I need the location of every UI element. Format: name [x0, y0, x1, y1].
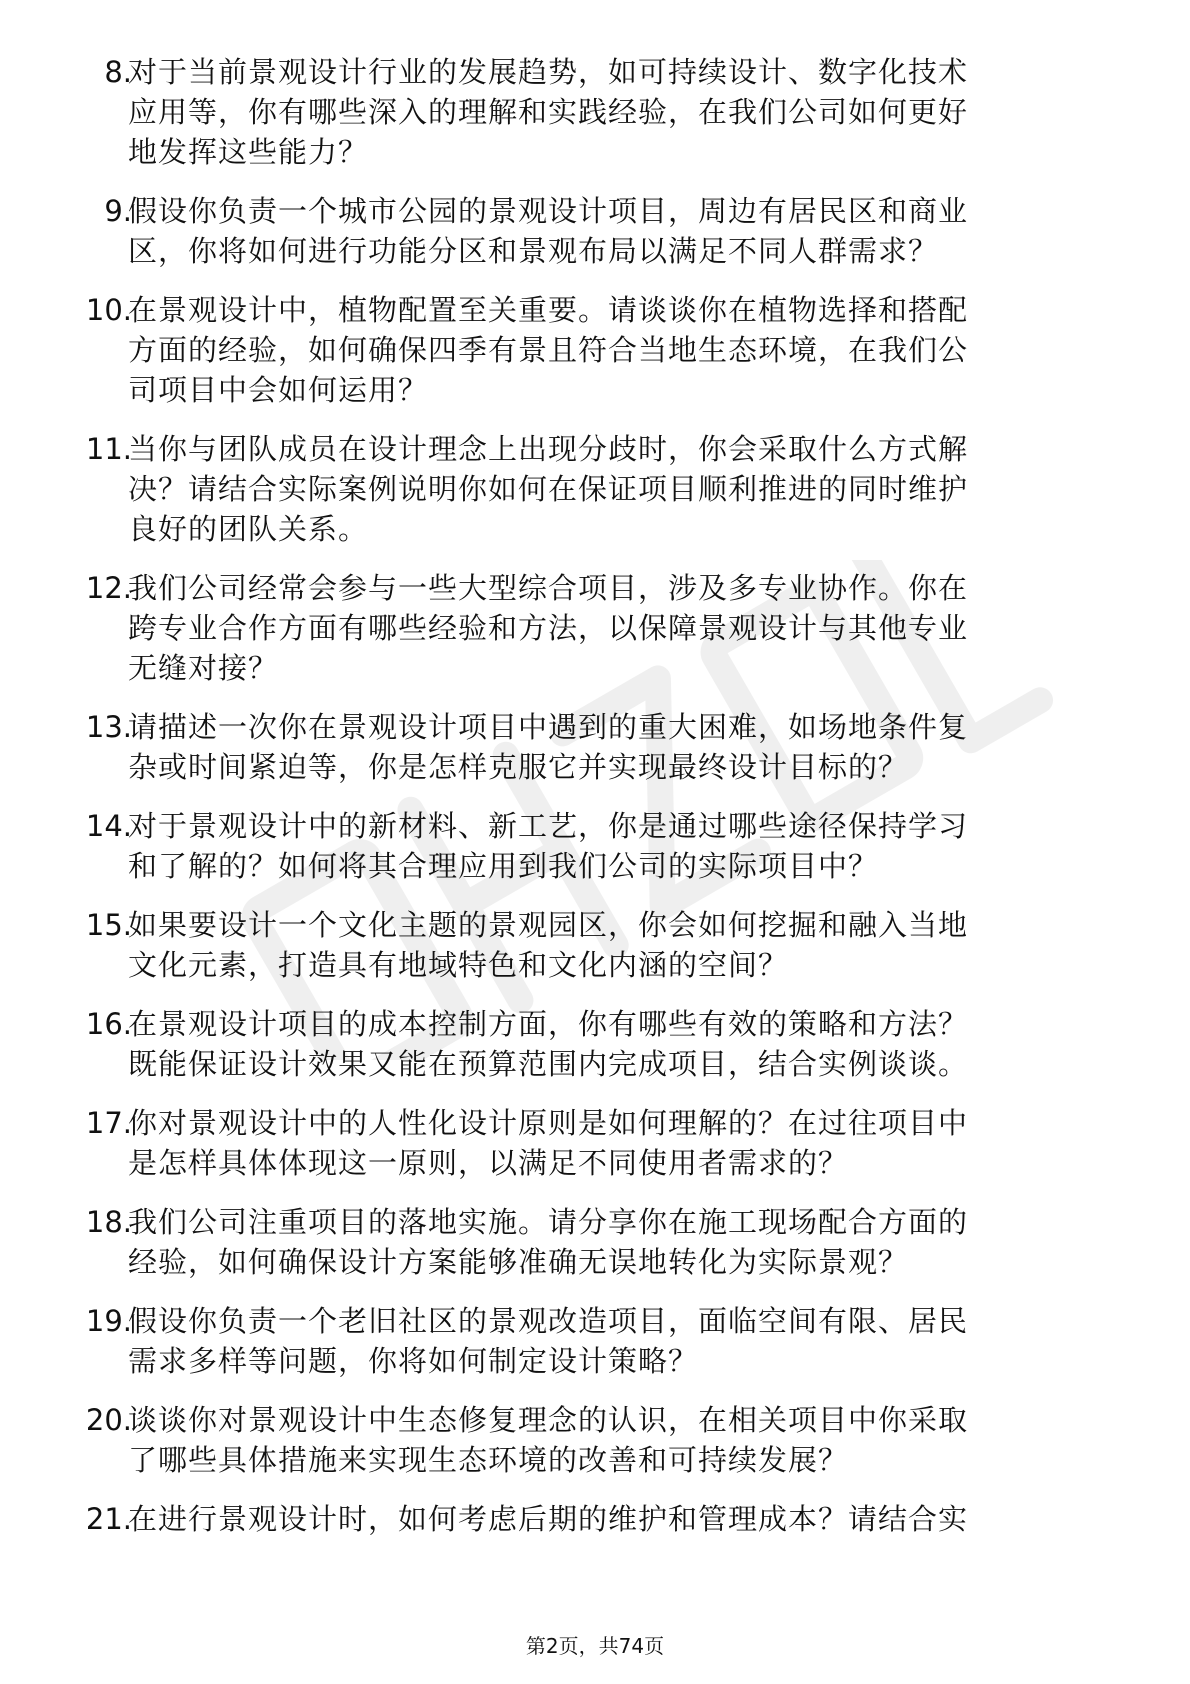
question-number: 16.	[85, 1007, 132, 1041]
question-line: 区，你将如何进行功能分区和景观布局以满足不同人群需求？	[128, 234, 939, 268]
question-line: 你对景观设计中的人性化设计原则是如何理解的？在过往项目中	[128, 1106, 969, 1140]
question-line: 杂或时间紧迫等，你是怎样克服它并实现最终设计目标的？	[128, 750, 909, 784]
question-line: 地发挥这些能力？	[128, 135, 369, 169]
question-item	[0, 429, 1190, 549]
question-number: 13.	[85, 710, 132, 744]
question-text	[128, 707, 1118, 787]
question-item	[0, 290, 1190, 410]
question-item	[0, 52, 1190, 172]
question-text	[128, 1103, 1118, 1183]
question-text	[128, 905, 1118, 985]
question-line: 是怎样具体体现这一原则，以满足不同使用者需求的？	[128, 1146, 849, 1180]
question-item	[0, 1301, 1190, 1381]
question-number: 15.	[85, 908, 132, 942]
question-line: 应用等，你有哪些深入的理解和实践经验，在我们公司如何更好	[128, 95, 969, 129]
question-line: 对于景观设计中的新材料、新工艺，你是通过哪些途径保持学习	[128, 809, 969, 843]
question-line: 当你与团队成员在设计理念上出现分歧时，你会采取什么方式解	[128, 432, 969, 466]
question-item	[0, 1004, 1190, 1084]
question-text	[128, 568, 1118, 688]
question-number: 18.	[85, 1205, 132, 1239]
question-text	[128, 1004, 1118, 1084]
question-line: 经验，如何确保设计方案能够准确无误地转化为实际景观？	[128, 1245, 909, 1279]
question-item	[0, 1202, 1190, 1282]
question-number: 20.	[85, 1403, 132, 1437]
question-line: 和了解的？如何将其合理应用到我们公司的实际项目中？	[128, 849, 879, 883]
question-text	[128, 191, 1118, 271]
question-number: 19.	[85, 1304, 132, 1338]
question-line: 需求多样等问题，你将如何制定设计策略？	[128, 1344, 699, 1378]
question-text	[128, 806, 1118, 886]
question-number: 17.	[85, 1106, 132, 1140]
question-number: 10.	[85, 293, 132, 327]
question-line: 我们公司经常会参与一些大型综合项目，涉及多专业协作。你在	[128, 571, 969, 605]
question-line: 假设你负责一个城市公园的景观设计项目，周边有居民区和商业	[128, 194, 969, 228]
question-number: 9.	[104, 194, 132, 228]
question-line: 如果要设计一个文化主题的景观园区，你会如何挖掘和融入当地	[128, 908, 969, 942]
question-text	[128, 429, 1118, 549]
question-number: 21.	[85, 1502, 132, 1536]
question-item	[0, 1499, 1190, 1539]
question-line: 了哪些具体措施来实现生态环境的改善和可持续发展？	[128, 1443, 849, 1477]
question-number: 8.	[104, 55, 132, 89]
question-line: 方面的经验，如何确保四季有景且符合当地生态环境，在我们公	[128, 333, 969, 367]
question-item	[0, 1103, 1190, 1183]
question-line: 既能保证设计效果又能在预算范围内完成项目，结合实例谈谈。	[128, 1047, 969, 1081]
question-line: 假设你负责一个老旧社区的景观改造项目，面临空间有限、居民	[128, 1304, 969, 1338]
question-line: 决？请结合实际案例说明你如何在保证项目顺利推进的同时维护	[128, 472, 969, 506]
question-line: 在进行景观设计时，如何考虑后期的维护和管理成本？请结合实	[128, 1502, 969, 1536]
question-text	[128, 1400, 1118, 1480]
question-line: 文化元素，打造具有地域特色和文化内涵的空间？	[128, 948, 789, 982]
question-number: 11.	[85, 432, 132, 466]
question-line: 请描述一次你在景观设计项目中遇到的重大困难，如场地条件复	[128, 710, 969, 744]
question-item	[0, 707, 1190, 787]
question-line: 在景观设计中，植物配置至关重要。请谈谈你在植物选择和搭配	[128, 293, 969, 327]
question-text	[128, 1499, 1118, 1539]
question-list	[0, 52, 1190, 1558]
question-text	[128, 290, 1118, 410]
question-text	[128, 52, 1118, 172]
page-number: 第2页，共74页	[525, 1634, 665, 1658]
question-line: 无缝对接？	[128, 651, 279, 685]
question-line: 良好的团队关系。	[128, 512, 369, 546]
question-item	[0, 191, 1190, 271]
question-line: 跨专业合作方面有哪些经验和方法，以保障景观设计与其他专业	[128, 611, 969, 645]
question-text	[128, 1301, 1118, 1381]
question-number: 12.	[85, 571, 132, 605]
question-item	[0, 568, 1190, 688]
question-item	[0, 905, 1190, 985]
question-line: 对于当前景观设计行业的发展趋势，如可持续设计、数字化技术	[128, 55, 969, 89]
question-line: 在景观设计项目的成本控制方面，你有哪些有效的策略和方法？	[128, 1007, 969, 1041]
question-line: 谈谈你对景观设计中生态修复理念的认识，在相关项目中你采取	[128, 1403, 969, 1437]
question-item	[0, 1400, 1190, 1480]
question-item	[0, 806, 1190, 886]
question-line: 司项目中会如何运用？	[128, 373, 429, 407]
question-line: 我们公司注重项目的落地实施。请分享你在施工现场配合方面的	[128, 1205, 969, 1239]
question-number: 14.	[85, 809, 132, 843]
question-text	[128, 1202, 1118, 1282]
